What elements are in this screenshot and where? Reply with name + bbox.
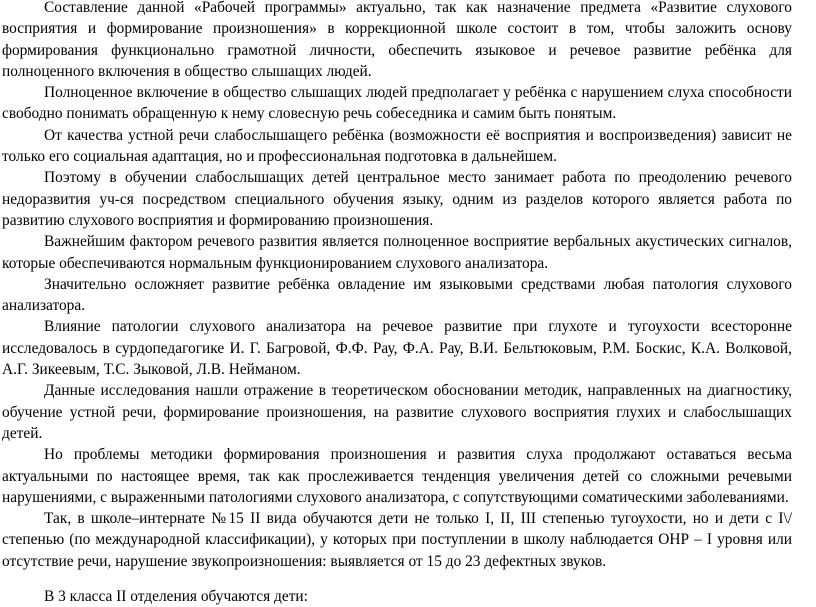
- class-composition-heading: В 3 класса II отделения обучаются дети:: [44, 588, 308, 606]
- paragraph-8: Данные исследования нашли отражение в теоретическом обосновании методик, направленных на диагностику, обучение устной речи, формирование произношения, на развитие слухового восприятия глухих и слабослышащих детей.: [2, 382, 792, 442]
- paragraph-4: Поэтому в обучении слабослышащих детей центральное место занимает работа по преодолению речевого недоразвития уч-ся посредством специального обучения языку, одним из разделов которого является работа по развитию слухового восприятия и формированию произношения.: [2, 169, 792, 229]
- paragraph-2: Полноценное включение в общество слышащих людей предполагает у ребёнка с нарушением слуха способности свободно понимать обращенную к нему словесную речь собеседника и самим быть понятым.: [2, 84, 792, 123]
- document-page: [2, 0, 792, 607]
- paragraph-5: Важнейшим фактором речевого развития является полноценное восприятие вербальных акустических сигналов, которые обеспечиваются нормальным функционированием слухового анализатора.: [2, 233, 792, 272]
- paragraph-6: Значительно осложняет развитие ребёнка овладение им языковыми средствами любая патология слухового анализатора.: [2, 275, 792, 315]
- paragraph-3: От качества устной речи слабослышащего ребёнка (возможности её восприятия и воспроизведения) зависит не только его социальная адаптация, но и профессиональная подготовка в дальнейшем.: [2, 126, 792, 166]
- paragraph-9: Но проблемы методики формирования произношения и развития слуха продолжают оставаться весьма актуальными по настоящее время, так как прослеживается тенденция увеличения детей со сложными речевыми нарушениями, с выраженными патологиями слухового анализатора, с сопутствующими соматическими заболеваниями.: [2, 446, 792, 506]
- paragraph-7: Влияние патологии слухового анализатора на речевое развитие при глухоте и тугоухости всесторонне исследовалось в сурдопедагогике И. Г. Багровой, Ф.Ф. Рау, Ф.А. Рау, В.И. Бельтюковым, Р.М. Боскис, К.А. Волковой, А.Г. Зикеевым, Т.С. Зыковой, Л.В. Нейманом.: [2, 318, 792, 379]
- paragraph-1: Составление данной «Рабочей программы» актуально, так как назначение предмета «Развитие слухового восприятия и формирование произношения» в коррекционной школе состоит в том, чтобы заложить основу формирования функционально грамотной личности, обеспечить языковое и речевое развитие ребёнка для полноценного включения в общество слышащих людей.: [2, 0, 792, 80]
- paragraph-10: Так, в школе–интернате №15 II вида обучаются дети не только I, II, III степенью тугоухости, но и дети с I\/ степенью (по международной классификации), у которых при поступлении в школу наблюдается ОНР – I уровня или отсутствие речи, нарушение звукопроизношения: выявляется от 15 до 23 дефектных звуков.: [2, 510, 792, 570]
